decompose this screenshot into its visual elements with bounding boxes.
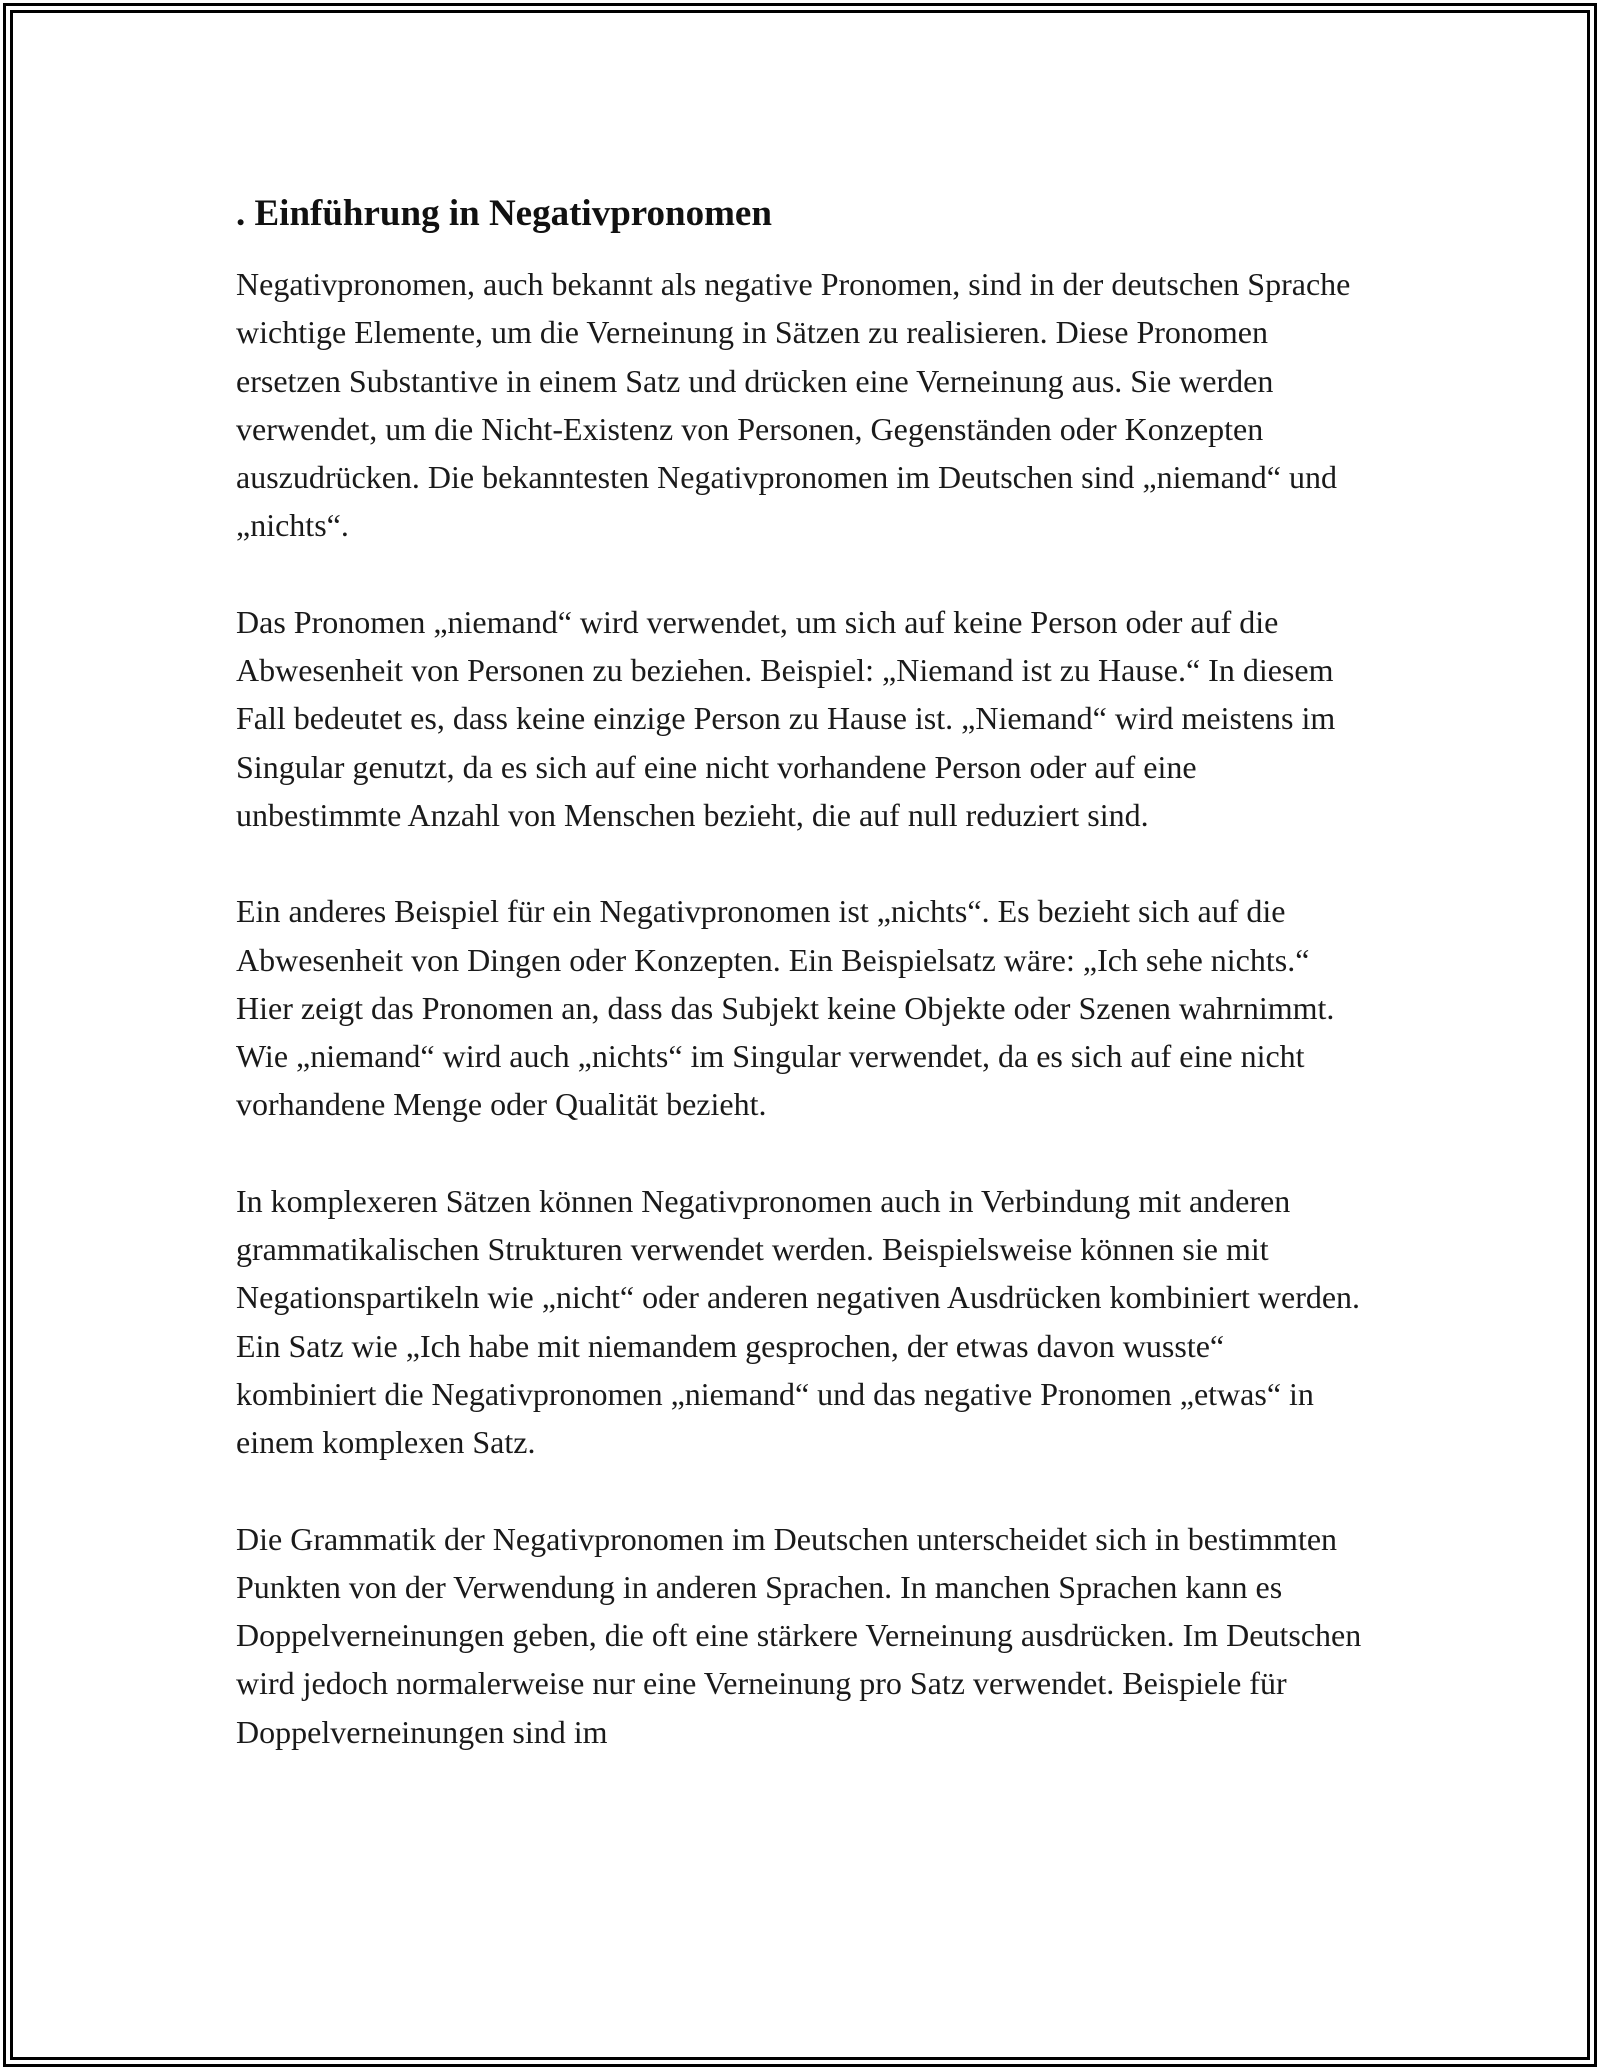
paragraph-complex-sentences: In komplexeren Sätzen können Negativpronomen auch in Verbindung mit anderen grammatikalischen Strukturen verwendet werden. Beispielsweise können sie mit Negationspartikeln wie „nicht“ oder anderen negativen Ausdrücken kombiniert werden. Ein Satz wie „Ich habe mit niemandem gesprochen, der etwas davon wusste“ kombiniert die Negativpronomen „niemand“ und das negative Pronomen „etwas“ in einem komplexen Satz.: [236, 1182, 1361, 1461]
paragraph-introduction: Negativpronomen, auch bekannt als negative Pronomen, sind in der deutschen Sprache wichtige Elemente, um die Verneinung in Sätzen zu realisieren. Diese Pronomen ersetzen Substantive in einem Satz und drücken eine Verneinung aus. Sie werden verwendet, um die Nicht-Existenz von Personen, Gegenständen oder Konzepten auszudrücken. Die bekanntesten Negativpronomen im Deutschen sind „niemand“ und „nichts“.: [236, 266, 1351, 544]
document-body: [236, 186, 1366, 1756]
section-heading: . Einführung in Negativpronomen: [236, 193, 772, 234]
paragraph-grammar-comparison: Die Grammatik der Negativpronomen im Deutschen unterscheidet sich in bestimmten Punkten von der Verwendung in anderen Sprachen. In manchen Sprachen kann es Doppelverneinungen geben, die oft eine stärkere Verneinung ausdrücken. Im Deutschen wird jedoch normalerweise nur eine Verneinung pro Satz verwendet. Beispiele für Doppelverneinungen sind im: [236, 1520, 1362, 1750]
paragraph-niemand: Das Pronomen „niemand“ wird verwendet, um sich auf keine Person oder auf die Abwesenheit von Personen zu beziehen. Beispiel: „Niemand ist zu Hause.“ In diesem Fall bedeutet es, dass keine einzige Person zu Hause ist. „Niemand“ wird meistens im Singular genutzt, da es sich auf eine nicht vorhandene Person oder auf eine unbestimmte Anzahl von Menschen bezieht, die auf null reduziert sind.: [236, 603, 1336, 833]
paragraph-nichts: Ein anderes Beispiel für ein Negativpronomen ist „nichts“. Es bezieht sich auf die Abwesenheit von Dingen oder Konzepten. Ein Beispielsatz wäre: „Ich sehe nichts.“ Hier zeigt das Pronomen an, dass das Subjekt keine Objekte oder Szenen wahrnimmt. Wie „niemand“ wird auch „nichts“ im Singular verwendet, da es sich auf eine nicht vorhandene Menge oder Qualität bezieht.: [236, 893, 1335, 1123]
